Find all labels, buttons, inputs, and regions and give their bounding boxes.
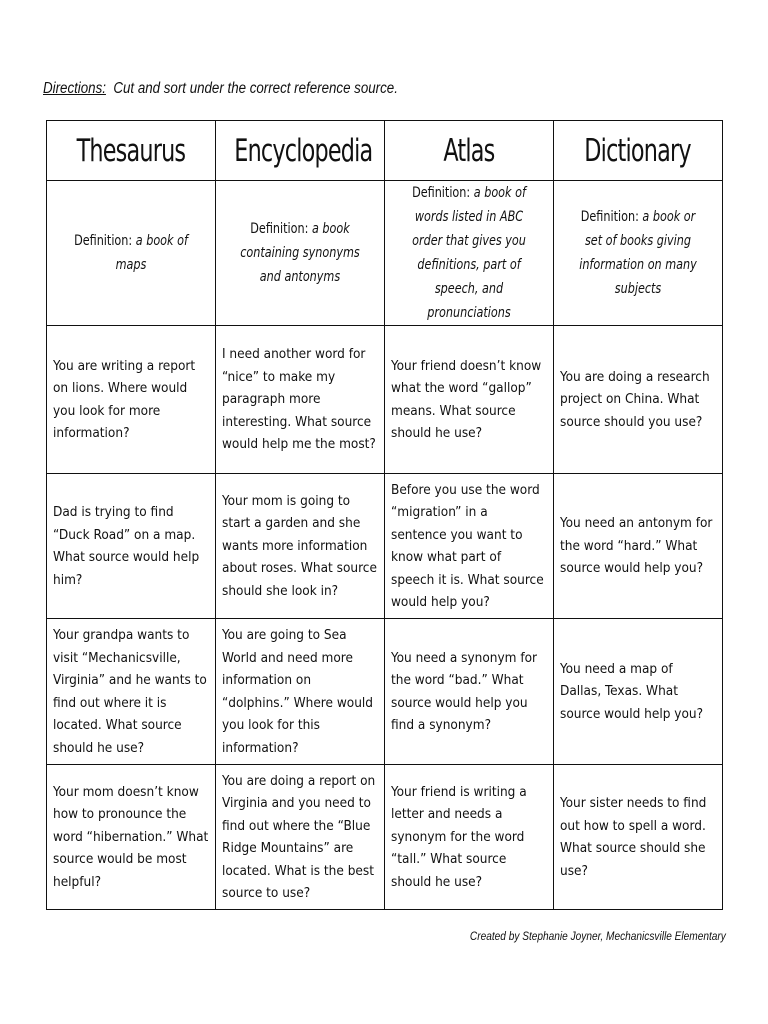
question-card[interactable] (385, 474, 554, 619)
definition-label: Definition: (580, 209, 639, 225)
definition-label: Definition: (412, 185, 471, 201)
definition-text: a book of words listed in ABC order that gives you definitions, part of speech, and pronunciations (412, 185, 526, 321)
question-text: You need a synonym for the word “bad.” What source would help you find a synonym? (391, 649, 538, 733)
question-card[interactable] (216, 619, 385, 765)
question-text: I need another word for “nice” to make my paragraph more interesting. What source would help me the most? (222, 346, 376, 453)
definition-cell (385, 181, 554, 326)
question-row (47, 765, 723, 910)
question-row (47, 326, 723, 474)
directions (43, 80, 398, 98)
question-text: You are doing a research project on China. What source should you use? (560, 368, 710, 430)
question-text: You are going to Sea World and need more information on “dolphins.” Where would you look for this information? (222, 627, 373, 756)
question-card[interactable] (554, 474, 723, 619)
question-row (47, 474, 723, 619)
header-row (47, 121, 723, 181)
question-text: You need a map of Dallas, Texas. What source would help you? (560, 660, 704, 722)
definition-cell (554, 181, 723, 326)
question-card[interactable] (47, 474, 216, 619)
question-card[interactable] (385, 619, 554, 765)
question-card[interactable] (385, 765, 554, 910)
question-card[interactable] (554, 619, 723, 765)
definition-text: a book or set of books giving information on many subjects (579, 209, 697, 297)
directions-text: Cut and sort under the correct reference source. (105, 80, 398, 97)
question-text: You need an antonym for the word “hard.” What source would help you? (560, 515, 713, 577)
question-card[interactable] (216, 765, 385, 910)
directions-label: Directions: (43, 80, 106, 97)
question-text: Your friend is writing a letter and needs a synonym for the word “tall.” What source should he use? (391, 783, 527, 890)
header-thesaurus: Thesaurus (47, 121, 216, 181)
question-card[interactable] (216, 326, 385, 474)
header-dictionary: Dictionary (554, 121, 723, 181)
question-card[interactable] (47, 326, 216, 474)
question-text: You are writing a report on lions. Where would you look for more information? (53, 357, 196, 441)
credit-line: Created by Stephanie Joyner, Mechanicsville Elementary (470, 931, 726, 943)
question-text: Your sister needs to find out how to spell a word. What source should she use? (560, 795, 707, 879)
question-text: Your mom is going to start a garden and she wants more information about roses. What source should she look in? (222, 492, 377, 599)
question-text: Your friend doesn’t know what the word “gallop” means. What source should he use? (391, 357, 542, 441)
question-text: Before you use the word “migration” in a sentence you want to know what part of speech it is. What source would help you? (391, 481, 544, 610)
question-text: Your grandpa wants to visit “Mechanicsville, Virginia” and he wants to find out where it is located. What source should he use? (53, 627, 207, 756)
definition-cell (216, 181, 385, 326)
question-row (47, 619, 723, 765)
definition-label: Definition: (250, 221, 309, 237)
question-card[interactable] (216, 474, 385, 619)
definition-row (47, 181, 723, 326)
question-card[interactable] (554, 326, 723, 474)
reference-sort-table (46, 120, 723, 910)
question-text: You are doing a report on Virginia and you need to find out where the “Blue Ridge Mountains” are located. What is the best source to use? (222, 772, 376, 901)
question-card[interactable] (385, 326, 554, 474)
definition-cell (47, 181, 216, 326)
question-text: Dad is trying to find “Duck Road” on a map. What source would help him? (53, 504, 200, 588)
question-card[interactable] (47, 619, 216, 765)
question-text: Your mom doesn’t know how to pronounce the word “hibernation.” What source would be most helpful? (53, 783, 209, 890)
header-atlas: Atlas (385, 121, 554, 181)
definition-text: a book of maps (115, 233, 188, 273)
header-encyclopedia: Encyclopedia (216, 121, 385, 181)
definition-label: Definition: (74, 233, 133, 249)
question-card[interactable] (47, 765, 216, 910)
question-card[interactable] (554, 765, 723, 910)
definition-text: a book containing synonyms and antonyms (240, 221, 360, 285)
